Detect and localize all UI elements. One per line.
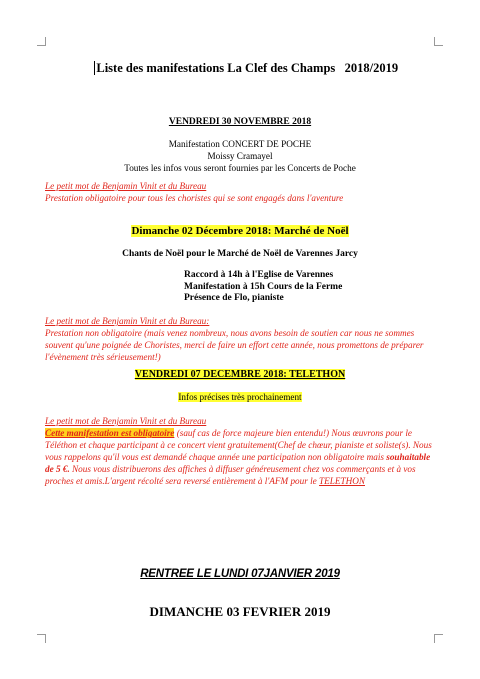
event3-amount: souhaitable de 5 €. — [45, 452, 431, 474]
page-title-text: Liste des manifestations La Clef des Champs 2018/2019 — [96, 61, 399, 75]
event3-text-a: (sauf cas de force majeure bien entendu!) Nous œuvrons pour le Téléthon et chaque participant à ce concert vient gratuitement(Chef de chœur, pianiste et soliste(s). Nous vous rappelons qu'il vous est demandé chaque année une participation non obligatoire mais — [45, 428, 432, 462]
event2-mot-text: Prestation non obligatoire (mais venez nombreux, nous avons besoin de soutien car nous ne sommes souvent qu'une poignée de Choristes, merci de faire un effort cette année, nous promettons de préparer l'évènement très sérieusement!) — [45, 328, 424, 362]
page-title — [45, 44, 435, 92]
margin-corner-top-right — [434, 37, 443, 46]
rentree-heading: RENTREE LE LUNDI 07JANVIER 2019 — [140, 568, 340, 580]
event1-line3: Toutes les infos vous seront fournies par les Concerts de Poche — [124, 163, 356, 173]
event1-mot-text: Prestation obligatoire pour tous les choristes qui se sont engagés dans l'aventure — [45, 193, 344, 203]
event3-date: VENDREDI 07 DECEMBRE 2018: TELETHON — [134, 369, 346, 380]
event1-line2: Moissy Cramayel — [207, 151, 273, 161]
event1-line1: Manifestation CONCERT DE POCHE — [168, 139, 312, 149]
event1-mot-label: Le petit mot de Benjamin Vinit et du Bureau — [45, 181, 207, 191]
event3-telethon: TELETHON — [319, 476, 365, 486]
event3-info-wrap — [45, 391, 435, 403]
event3-mot-text — [45, 427, 435, 487]
event3-obligatoire-highlight: Cette manifestation est obligatoire — [45, 428, 175, 438]
event2-subtitle: Chants de Noël pour le Marché de Noël de Varennes Jarcy — [122, 249, 358, 259]
margin-corner-bottom-right — [434, 634, 443, 643]
event3-text-b: Nous vous distribuerons des affiches à diffuser généreusement chez vos commerçants et à vos proches et amis.L'argent récolté sera reversé entièrement à l'AFM pour le — [45, 464, 416, 486]
event3-mot-label: Le petit mot de Benjamin Vinit et du Bureau — [45, 416, 207, 426]
event2-detail-rehearsal: Raccord à 14h à l'Eglise de Varennes — [184, 270, 334, 280]
event2-date: Dimanche 02 Décembre 2018: Marché de Noël — [131, 225, 349, 237]
event3-date-wrap — [45, 368, 435, 381]
event2-detail-event: Manifestation à 15h Cours de la Ferme — [184, 281, 343, 292]
dimanche-heading: DIMANCHE 03 FEVRIER 2019 — [149, 604, 331, 619]
event2-detail-pianist: Présence de Flo, pianiste — [184, 293, 284, 303]
event2-date-wrap — [45, 224, 435, 238]
event2-mot-label: Le petit mot de Benjamin Vinit et du Bureau: — [45, 316, 210, 326]
event3-info: Infos précises très prochainement — [178, 392, 302, 402]
event2-details — [184, 270, 424, 305]
margin-corner-bottom-left — [37, 634, 46, 643]
event1-date: VENDREDI 30 NOVEMBRE 2018 — [168, 117, 312, 127]
